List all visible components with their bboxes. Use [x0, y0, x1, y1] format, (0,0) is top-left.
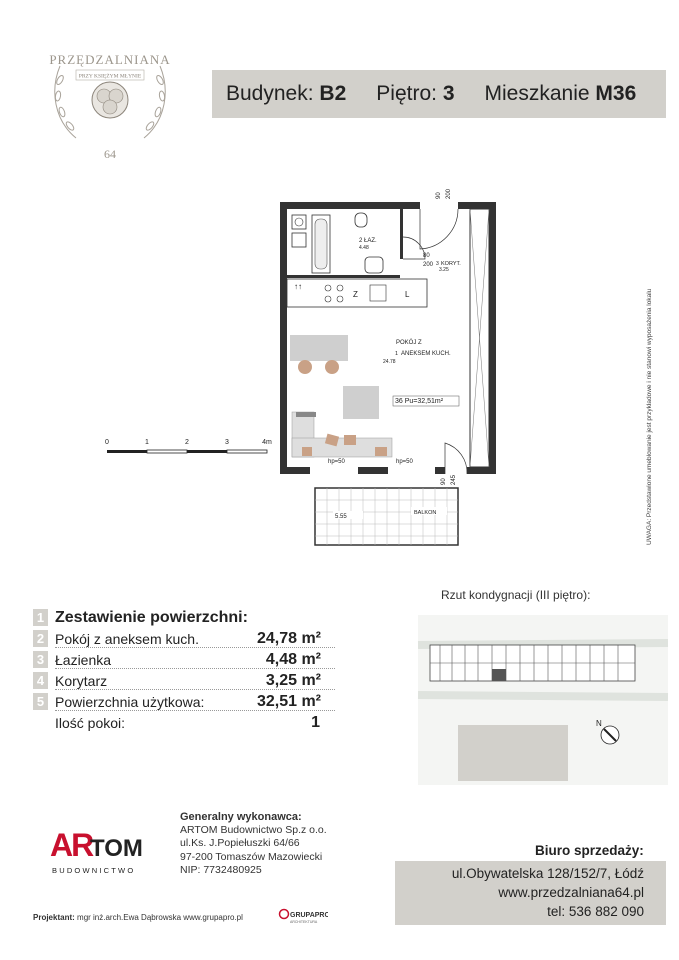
svg-text:KORYT.: KORYT. [441, 261, 461, 267]
svg-text:0: 0 [105, 439, 109, 446]
svg-text:L: L [405, 290, 410, 299]
general-contractor: Generalny wykonawca: ARTOM Budownictwo Sp.z o.o. ul.Ks. J.Popiełuszki 64/66 97-200 Tomaszów Mazowiecki NIP: 7732480925 [180, 811, 327, 876]
apartment-info: Mieszkanie M36 [484, 82, 637, 105]
svg-text:3: 3 [436, 261, 439, 267]
svg-text:ARCHITEKTURA: ARCHITEKTURA [290, 920, 318, 924]
area-summary [33, 607, 335, 733]
svg-text:↑↑: ↑↑ [294, 282, 302, 291]
svg-text:AR: AR [50, 827, 93, 863]
row-label: Korytarz [55, 672, 108, 689]
apartment-header [212, 70, 666, 118]
svg-text:4m: 4m [262, 439, 272, 446]
svg-text:3.25: 3.25 [439, 267, 449, 273]
balcony-door [445, 443, 467, 474]
svg-text:24.78: 24.78 [383, 359, 396, 365]
svg-text:245: 245 [451, 474, 457, 485]
summary-row [33, 649, 335, 670]
row-value: 3,25 m² [265, 671, 321, 689]
svg-text:hp=50: hp=50 [396, 459, 413, 465]
balcony [315, 488, 458, 545]
svg-text:200: 200 [446, 188, 452, 199]
entrance-door [420, 209, 458, 249]
svg-text:80: 80 [423, 253, 430, 259]
washbasin [365, 257, 383, 273]
svg-text:36 Pu=32,51m²: 36 Pu=32,51m² [395, 398, 444, 405]
przedzalniana-logo [36, 20, 184, 170]
scale-bar [105, 439, 272, 453]
brand-tagline: PRZY KSIĘŻYM MŁYNIE [78, 73, 142, 80]
row-label: Powierzchnia użytkowa: [55, 693, 205, 710]
svg-text:BUDOWNICTWO: BUDOWNICTWO [52, 866, 136, 875]
svg-text:BALKON: BALKON [414, 510, 437, 516]
svg-text:ANEKSEM KUCH.: ANEKSEM KUCH. [401, 351, 451, 357]
sales-website-link[interactable]: www.przedzalniana64.pl [498, 885, 644, 900]
washing-machine [292, 215, 306, 229]
row-value: 32,51 m² [256, 692, 321, 710]
svg-text:hp=50: hp=50 [328, 459, 345, 465]
svg-text:3: 3 [225, 439, 229, 446]
summary-row [33, 670, 335, 691]
building-value: B2 [319, 82, 347, 105]
apartment-value: M36 [595, 82, 637, 105]
row-label: Pokój z aneksem kuch. [55, 630, 199, 647]
floor-plan [100, 185, 645, 555]
adjacent-building [458, 725, 568, 781]
row-value: 4,48 m² [265, 650, 321, 668]
row-value: 24,78 m² [256, 629, 321, 647]
svg-text:2: 2 [185, 439, 189, 446]
floor-value: 3 [442, 82, 455, 105]
floor-overview-map [410, 605, 670, 785]
summary-heading: Zestawienie powierzchni: [55, 608, 248, 626]
svg-text:TOM: TOM [90, 835, 143, 862]
svg-text:2: 2 [359, 238, 363, 244]
brand-number: 64 [104, 147, 116, 161]
kitchen-island [290, 335, 348, 361]
toilet [355, 213, 367, 227]
rug [343, 386, 379, 419]
building-info: Budynek: B2 [226, 82, 347, 105]
row-number: 3 [33, 651, 48, 668]
svg-text:90: 90 [436, 192, 442, 199]
svg-text:1: 1 [145, 439, 149, 446]
row-number: 2 [33, 630, 48, 647]
svg-text:90: 90 [441, 478, 447, 485]
furniture-note: UWAGA: Przedstawione umeblowanie jest przykładowe i nie stanowi wyposażenia lokalu [646, 288, 653, 545]
row-label: Ilość pokoi: [55, 714, 126, 731]
designer-credit: Projektant: mgr inż.arch.Ewa Dąbrowska www.grupapro.pl [33, 913, 243, 922]
sales-office-title: Biuro sprzedaży: [535, 843, 644, 858]
grupapro-logo [278, 906, 328, 926]
artom-logo [48, 818, 148, 880]
svg-text:4.48: 4.48 [359, 245, 369, 251]
brand-name: PRZĘDZALNIANA [49, 52, 171, 67]
sales-phone[interactable]: tel: 536 882 090 [547, 904, 644, 919]
row-number [33, 714, 48, 731]
row-value: 1 [311, 713, 320, 731]
highlighted-apartment [492, 669, 506, 681]
svg-text:POKÓJ Z: POKÓJ Z [396, 340, 422, 346]
svg-text:N: N [596, 719, 602, 728]
svg-text:5.55: 5.55 [335, 514, 347, 520]
bathroom-door [403, 237, 425, 259]
summary-row [33, 691, 335, 712]
row-number: 4 [33, 672, 48, 689]
floor-overview-label: Rzut kondygnacji (III piętro): [441, 588, 591, 602]
svg-text:Z: Z [353, 290, 358, 299]
svg-text:ŁAZ.: ŁAZ. [364, 238, 377, 244]
row-number: 5 [33, 693, 48, 710]
svg-text:GRUPAPRO: GRUPAPRO [290, 912, 328, 919]
sales-office-box [395, 861, 666, 925]
summary-row [33, 712, 335, 733]
floor-info: Piętro: 3 [376, 82, 455, 105]
row-number: 1 [33, 609, 48, 626]
svg-text:200: 200 [423, 262, 434, 268]
svg-text:1: 1 [395, 351, 399, 357]
sales-address: ul.Obywatelska 128/152/7, Łódź [451, 866, 644, 881]
summary-row [33, 628, 335, 649]
row-label: Łazienka [55, 651, 112, 668]
summary-row [33, 607, 335, 628]
